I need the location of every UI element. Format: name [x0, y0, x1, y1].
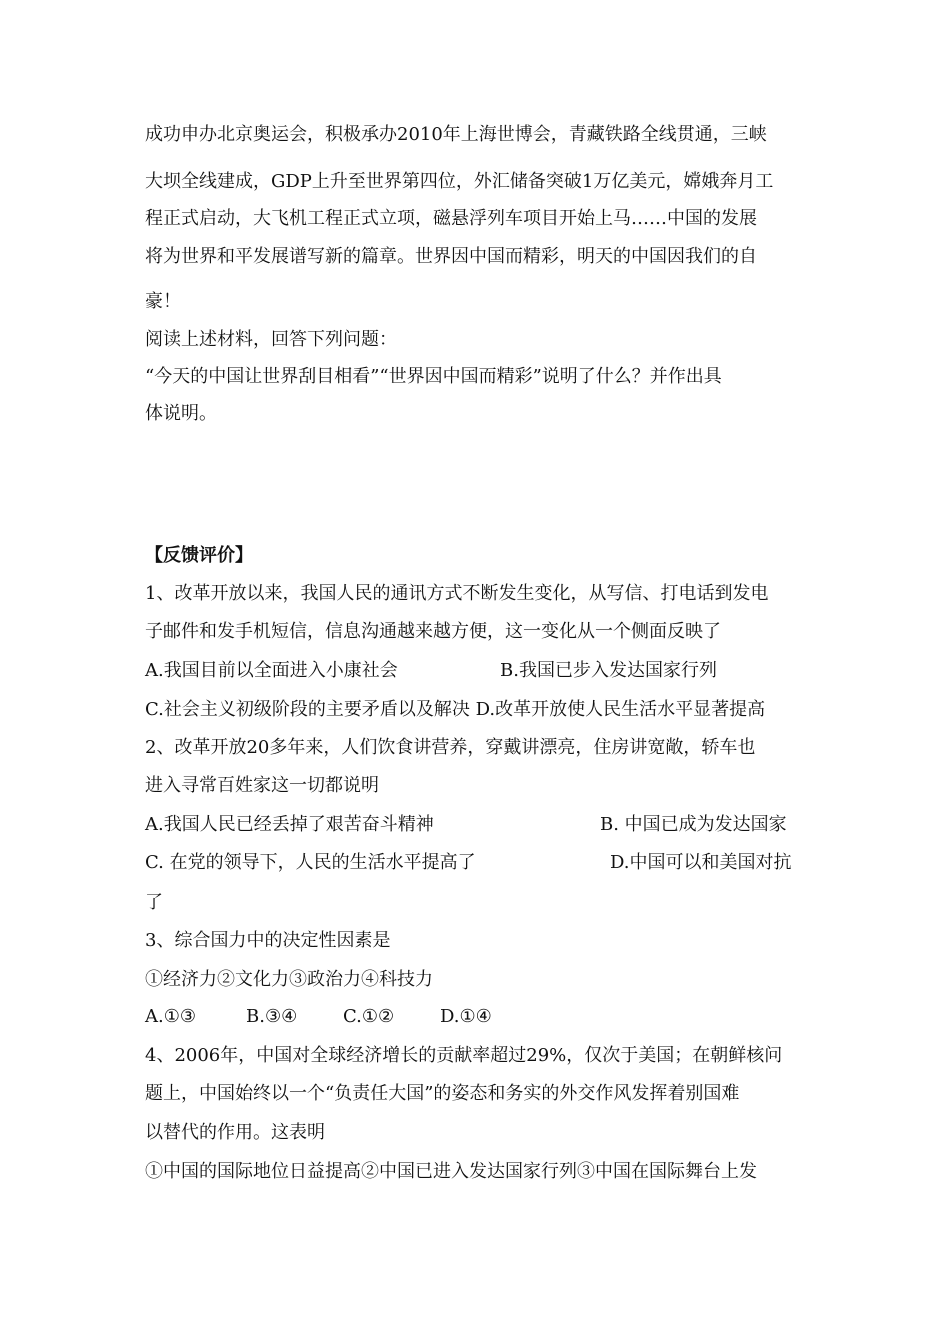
q1-line-1: 1、改革开放以来，我国人民的通讯方式不断发生变化，从写信、打电话到发电 [145, 583, 769, 604]
q1-option-a: A.我国目前以全面进入小康社会 [145, 660, 398, 681]
q3-option-c: C.①② [343, 1006, 395, 1027]
q3-option-d: D.①④ [440, 1006, 492, 1027]
q2-line-2: 进入寻常百姓家这一切都说明 [145, 775, 379, 796]
passage-line-5: 豪！ [145, 291, 181, 312]
q3-option-b: B.③④ [246, 1006, 298, 1027]
q1-line-2: 子邮件和发手机短信，信息沟通越来越方便，这一变化从一个侧面反映了 [145, 621, 721, 642]
q4-line-1: 4、2006年，中国对全球经济增长的贡献率超过29%，仅次于美国；在朝鲜核问 [145, 1045, 783, 1066]
q2-option-b: B. 中国已成为发达国家 [600, 814, 787, 835]
q2-option-d-continued: 了 [145, 892, 163, 913]
q2-line-1: 2、改革开放20多年来，人们饮食讲营养，穿戴讲漂亮，住房讲宽敞，轿车也 [145, 737, 756, 758]
passage-line-1: 成功申办北京奥运会，积极承办2010年上海世博会，青藏铁路全线贯通，三峡 [145, 124, 767, 145]
q3-items: ①经济力②文化力③政治力④科技力 [145, 969, 433, 990]
q2-option-d: D.中国可以和美国对抗 [610, 852, 792, 873]
q2-option-c: C. 在党的领导下，人民的生活水平提高了 [145, 852, 476, 873]
feedback-heading: 【反馈评价】 [145, 545, 253, 566]
question-line-2: 体说明。 [145, 403, 217, 424]
q4-line-3: 以替代的作用。这表明 [145, 1122, 325, 1143]
passage-line-2: 大坝全线建成，GDP上升至世界第四位，外汇储备突破1万亿美元，嫦娥奔月工 [145, 171, 774, 192]
q1-option-b: B.我国已步入发达国家行列 [500, 660, 717, 681]
q3-line-1: 3、综合国力中的决定性因素是 [145, 930, 391, 951]
q4-line-4: ①中国的国际地位日益提高②中国已进入发达国家行列③中国在国际舞台上发 [145, 1161, 757, 1182]
q1-option-c-d: C.社会主义初级阶段的主要矛盾以及解决 D.改革开放使人民生活水平显著提高 [145, 699, 766, 720]
passage-line-3: 程正式启动，大飞机工程正式立项，磁悬浮列车项目开始上马……中国的发展 [145, 208, 757, 229]
question-line-1: “今天的中国让世界刮目相看”“世界因中国而精彩”说明了什么？并作出具 [145, 366, 722, 387]
q2-option-a: A.我国人民已经丢掉了艰苦奋斗精神 [145, 814, 434, 835]
q4-line-2: 题上，中国始终以一个“负责任大国”的姿态和务实的外交作风发挥着别国难 [145, 1083, 740, 1104]
passage-line-4: 将为世界和平发展谱写新的篇章。世界因中国而精彩，明天的中国因我们的自 [145, 246, 757, 267]
q3-option-a: A.①③ [145, 1006, 196, 1027]
reading-prompt: 阅读上述材料，回答下列问题： [145, 329, 397, 350]
